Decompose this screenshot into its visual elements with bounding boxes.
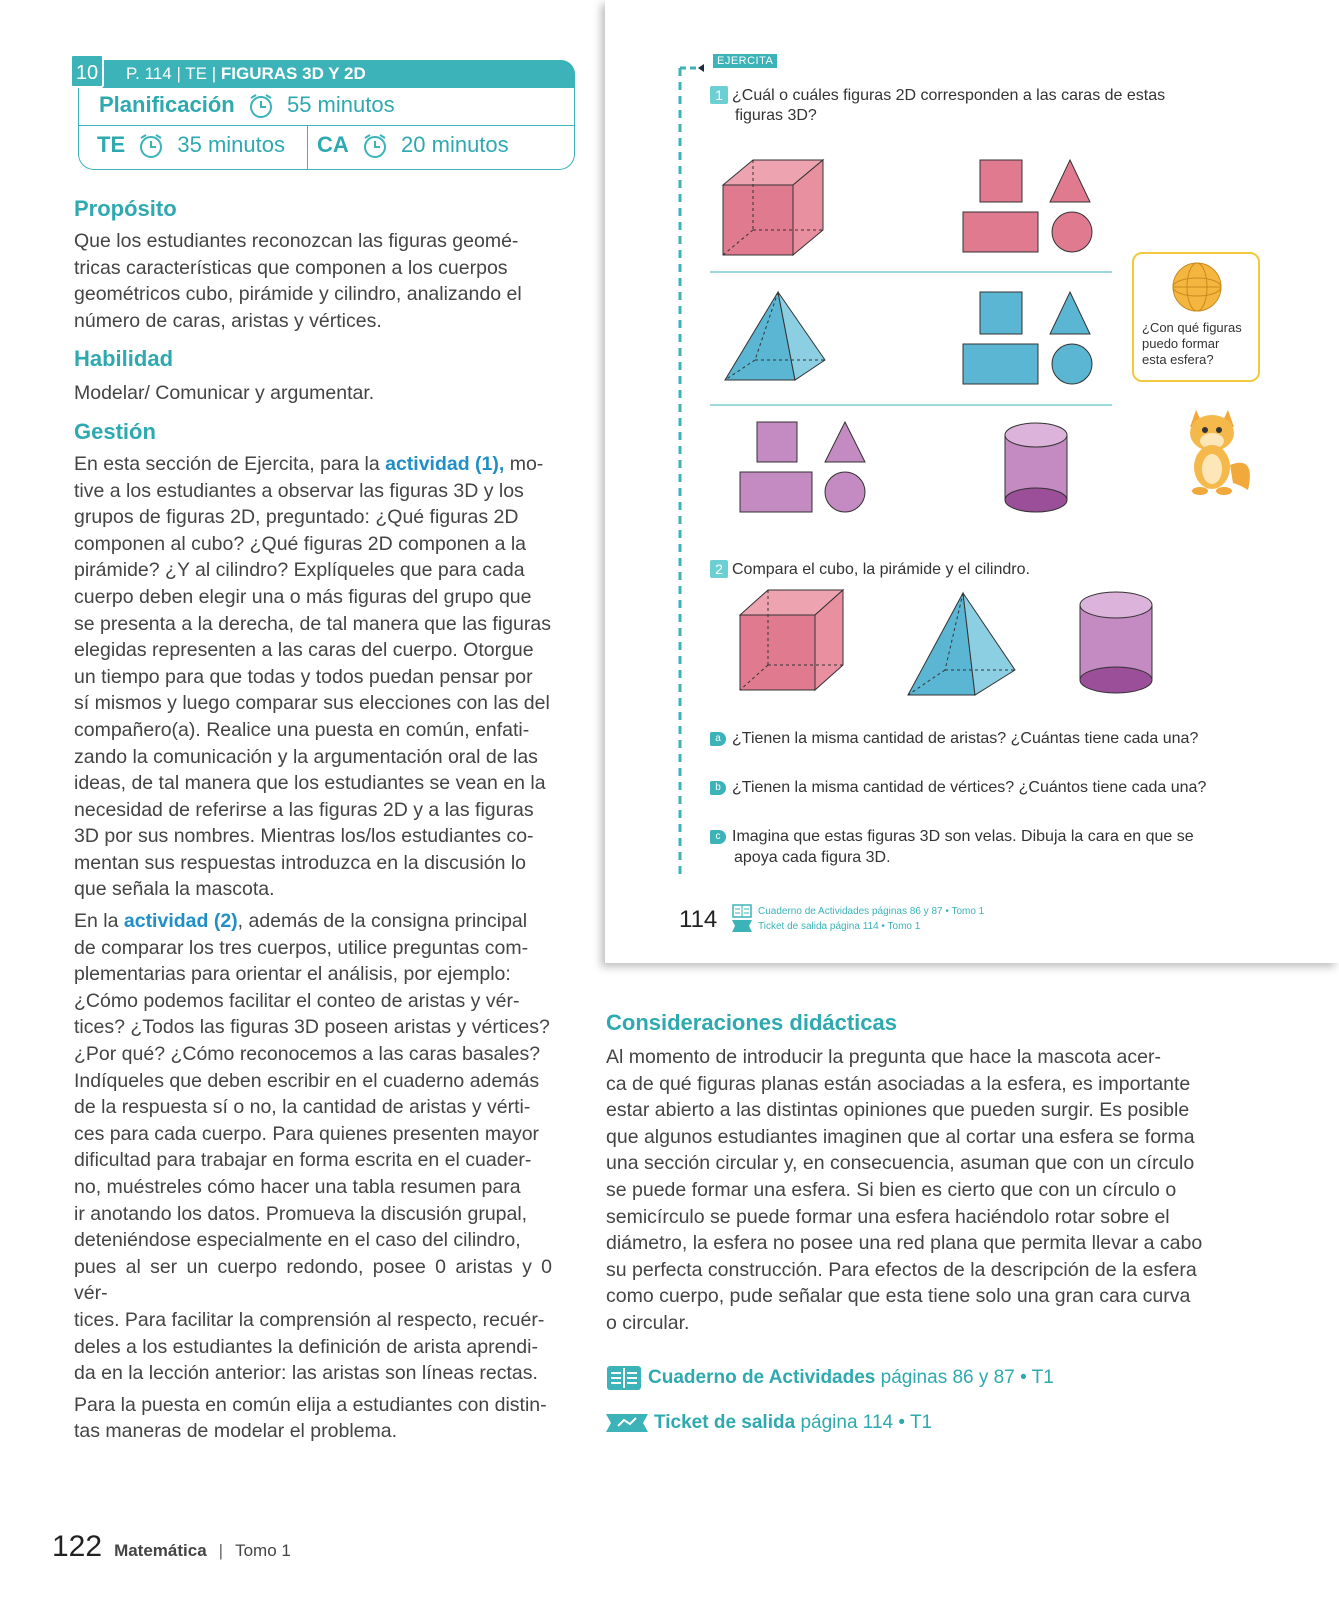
purple-2d-shapes [740,422,865,512]
lesson-title: FIGURAS 3D Y 2D [220,64,366,83]
question-1-number: 1 [710,86,728,104]
ticket-icon [606,1412,648,1434]
question-2c: c Imagina que estas figuras 3D son velas. Dibuja la cara en que se apoya cada figura 3D. [710,826,1194,868]
question-1-figures [700,150,1120,530]
question-1: 1 ¿Cuál o cuáles figuras 2D corresponden a las caras de estas figuras 3D? [710,86,1230,126]
lesson-pages: P. 114 [126,64,172,83]
question-2-figures [730,585,1160,700]
proposito-title: Propósito [74,196,177,221]
gestion-text-3: Para la puesta en común elija a estudiantes con distin- tas maneras de modelar el problema. [74,1393,547,1443]
clock-icon [361,132,389,160]
tomo: Tomo 1 [235,1541,291,1560]
actividad-1-highlight: actividad (1), [385,452,505,475]
blue-2d-shapes [963,292,1092,384]
consideraciones-section [606,1010,1211,1337]
fox-mascot-icon [1178,395,1258,505]
clock-icon [137,132,165,160]
ticket-reference: Ticket de salida página 114 • T1 [606,1412,932,1434]
pyramid-figure [725,292,825,380]
planificacion-time: 55 minutos [286,92,395,117]
ejercita-tag: EJERCITA [713,54,777,68]
consideraciones-text: Al momento de introducir la pregunta que hace la mascota acer- ca de qué figuras planas están asociadas a la esfera, es importante estar abierto a las distintas opiniones que pueden surgir. Es posible que algunos estudiantes imaginen que al cortar una esfera se forma una sección circular y, en consecuencia, asuman que con un círculo se puede formar una esfera. Si bien es cierto que con un círculo o semicírculo se puede formar una esfera haciéndolo rotar sobre el diámetro, la esfera no posee una red plana que permita llevar a cabo su perfecta construcción. Para efectos de la descripción de la esfera como cuerpo, pude señalar que esta tiene solo una gran cara curva o circular. [606,1046,1203,1334]
lesson-number: 10 [70,54,104,88]
lesson-header [70,60,575,170]
habilidad-title: Habilidad [74,346,174,372]
planificacion-label: Planificación [99,92,235,117]
cube-figure [723,160,823,255]
lesson-header-bar: P. 114 | TE | FIGURAS 3D Y 2D [100,60,575,88]
subject: Matemática [114,1541,207,1560]
book-icon [732,904,752,918]
page-footer: 122 Matemática | Tomo 1 [52,1530,291,1563]
te-time: 35 minutos [177,132,285,157]
ca-label: CA [317,132,349,157]
student-page-number: 114 [679,906,718,933]
consideraciones-title: Consideraciones didácticas [606,1010,897,1035]
question-2a: a ¿Tienen la misma cantidad de aristas? ¿Cuántas tiene cada una? [710,730,1198,748]
gestion-text-2: En la actividad (2), además de la consigna principal de comparar los tres cuerpos, utilice preguntas com- plementarias para orientar el análisis, por ejemplo: ¿Cómo podemos facilitar el conteo de aristas y vér- tices? ¿Todos las figuras 3D poseen aristas y vértices? ¿Por qué? ¿Cómo reconocemos a las caras basales? Indíqueles que deben escribir en el cuaderno además de la respuesta sí o no, la cantidad de aristas y vérti- ces para cada cuerpo. Para quienes presenten mayor dificultad para trabajar en forma escrita en el cuader- no, muéstreles cómo hacer una tabla resumen para ir anotando los datos. Promueva la discusión grupal, deteniéndose especialmente en el caso del cilindro, pues al ser un cuerpo redondo, posee 0 aristas y 0 vér- tices. Para facilitar la comprensión al respecto, recuér- deles a los estudiantes la definición de arista aprendi- da en la lección anterior: las aristas son líneas rectas. [74,910,552,1385]
cuaderno-reference: Cuaderno de Actividades páginas 86 y 87 • T1 [606,1365,1054,1391]
question-2-number: 2 [710,560,728,578]
question-2b: b ¿Tienen la misma cantidad de vértices? ¿Cuántos tiene cada una? [710,779,1206,797]
ticket-icon [732,920,752,932]
student-page-footer: Cuaderno de Actividades páginas 86 y 87 • Tomo 1 Ticket de salida página 114 • Tomo 1 [732,904,984,932]
gestion-title: Gestión [74,418,156,444]
book-icon [606,1365,642,1391]
clock-icon [247,92,275,120]
lesson-te: TE [185,64,208,83]
left-column [74,196,552,1445]
question-2: 2 Compara el cubo, la pirámide y el cilindro. [710,560,1030,579]
actividad-2-highlight: actividad (2) [123,910,238,933]
te-label: TE [97,132,126,157]
pink-2d-shapes [963,160,1092,252]
lesson-timing-box [78,88,575,170]
pyramid-figure [908,593,1015,695]
habilidad-text: Modelar/ Comunicar y argumentar. [74,382,375,405]
proposito-text: Que los estudiantes reconozcan las figuras geomé- tricas características que componen a los cuerpos geométricos cubo, pirámide y cilindro, analizando el número de caras, aristas y vértices. [74,230,522,332]
mascot-speech-bubble: ¿Con qué figuras puedo formar esta esfera? [1132,252,1260,382]
gestion-text: En esta sección de Ejercita, para la actividad (1), mo- tive a los estudiantes a observar las figuras 3D y los grupos de figuras 2D, preguntado: ¿Qué figuras 2D componen al cubo? ¿Qué figuras 2D componen a la pirámide? ¿Y al cilindro? Explíqueles que para cada cuerpo deben elegir una o más figuras del grupo que se presenta a la derecha, de tal manera que las figuras elegidas representen a las caras del cuerpo. Otorgue un tiempo para que todas y todos puedan pensar por sí mismos y luego comparar sus elecciones con las del compañero(a). Realice una puesta en común, enfati- zando la comunicación y la argumentación oral de las ideas, de tal manera que los estudiantes se vean en la necesidad de referirse a las figuras 2D y a las figuras 3D por sus nombres. Mientras los/los estudiantes co- mentan sus respuestas introduzca en la discusión lo que señala la mascota. [74,452,551,901]
page-number: 122 [52,1530,103,1563]
cube-figure [740,590,843,690]
sphere-icon [1170,260,1224,314]
ca-time: 20 minutos [401,132,509,157]
cylinder-figure [1005,423,1067,512]
cylinder-figure [1080,592,1152,693]
